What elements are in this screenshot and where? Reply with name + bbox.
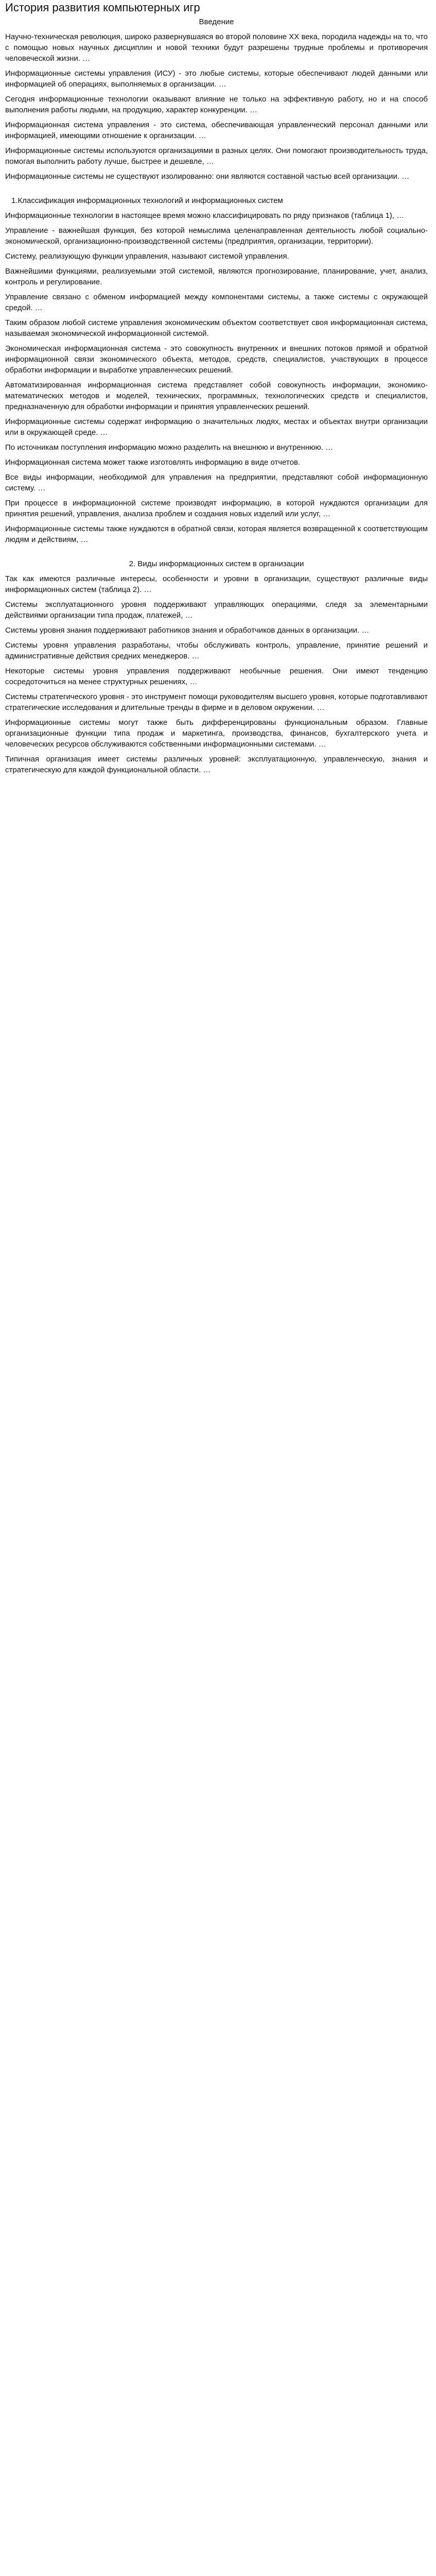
section-paragraph: Информационные технологии в настоящее время можно классифицировать по ряду признаков (таблица 1), … [5,211,405,220]
section-paragraph: Некоторые системы уровня управления поддерживают необычные решения. Они имеют тенденцию сосредоточиться на менее структурных решениях, … [5,667,428,686]
section-paragraph: Систему, реализующую функции управления, называют системой управления. [5,252,289,261]
section-paragraph: Важнейшими функциями, реализуемыми этой системой, являются прогнозирование, планирование, учет, анализ, контроль и регулирование. [5,267,428,286]
intro-paragraph: Информационные системы не существуют изолированно: они являются составной частью всей организации. … [5,172,410,181]
section-paragraph: Системы эксплуатационного уровня поддерживают управляющих операциями, следя за элементарными действиями организации типа продаж, платежей, … [5,600,428,620]
section-paragraph: Информационные системы содержат информацию о значительных людях, местах и объектах внутри организации или в окружающей среде. … [5,417,428,437]
section-paragraph: Системы стратегического уровня - это инструмент помощи руководителям высшего уровня, которые подготавливают стратегические исследования и длительные тренды в фирме и в деловом окружении. … [5,692,428,712]
section-paragraph: По источникам поступления информацию можно разделить на внешнюю и внутреннюю. … [5,443,334,452]
section-paragraph: Информационные системы также нуждаются в обратной связи, которая является возвращенной к соответствующим людям и действиям, … [5,524,428,544]
intro-paragraph: Информационные системы управления (ИСУ) - это любые системы, которые обеспечивают людей данными или информацией об операциях, выполняемых в организации. … [5,69,428,89]
intro-paragraph: Информационные системы используются организациями в разных целях. Они помогают производительность труда, помогая выполнить работу лучше, быстрее и дешевле, … [5,146,428,166]
section-paragraph: Так как имеются различные интересы, особенности и уровни в организации, существуют различные виды информационных систем (таблица 2). … [5,574,428,594]
section-paragraph: Все виды информации, необходимой для управления на предприятии, представляют собой информационную систему. … [5,473,428,493]
section-heading: 2. Виды информационных систем в организации [129,560,304,568]
section-classification [5,195,428,545]
section-paragraph: Информационная система может также изготовлять информацию в виде отчетов. [5,458,301,467]
document-subtitle: Введение [199,18,234,26]
intro-paragraph: Информационная система управления - это система, обеспечивающая управленческий персонал данными или информацией, имеющими отношение к организации. … [5,121,428,140]
section-paragraph: Системы уровня знания поддерживают работников знания и обработчиков данных в организации. … [5,626,370,635]
section-paragraph: Системы уровня управления разработаны, чтобы обслуживать контроль, управление, принятие решений и административные действия средних менеджеров. … [5,641,428,660]
section-system-types [5,558,428,775]
document-title: История развития компьютерных игр [5,1,200,14]
section-paragraph: Автоматизированная информационная система представляет собой совокупность информации, экономико-математических методов и моделей, технических, программных, технологических средств и специалистов, предназначенную для обработки информации и принятия управленческих решений. [5,381,428,411]
section-paragraph: При процессе в информационной системе производят информацию, в которой нуждаются организации для принятия решений, управления, анализа проблем и создания новых изделий или услуг, … [5,499,428,518]
section-paragraph: Информационные системы могут также быть дифференцированы функциональным образом. Главные организационные функции типа продаж и маркетинга, производства, финансов, бухгалтерского учета и человеческих ресурсов обслуживаются собственными информационными системами. … [5,718,428,749]
section-heading: 1.Классификация информационных технологий и информационных систем [11,196,283,205]
section-paragraph: Управление связано с обменом информацией между компонентами системы, а также системы с окружающей средой. … [5,293,428,312]
section-paragraph: Типичная организация имеет системы различных уровней: эксплуатационную, управленческую, знания и стратегическую для каждой функциональной области. … [5,755,428,774]
intro-paragraph: Сегодня информационные технологии оказывают влияние не только на эффективную работу, но и на способ выполнения работы людьми, на продукцию, характер конкуренции. … [5,95,428,114]
intro-section [5,31,428,182]
intro-paragraph: Научно-техническая революция, широко развернувшаяся во второй половине ХХ века, породила надежды на то, что с помощью новых научных дисциплин и новой техники будут разрешены трудные проблемы и противоречия человеческой жизни. … [5,32,428,63]
section-paragraph: Экономическая информационная система - это совокупность внутренних и внешних потоков прямой и обратной информационной связи экономического объекта, методов, средств, специалистов, участвующих в процессе обработки информации и выработке управленческих решений. [5,344,428,375]
section-paragraph: Управление - важнейшая функция, без которой немыслима целенаправленная деятельность любой социально-экономической, организационно-производственной системы (предприятия, организации, территории). [5,226,428,246]
section-paragraph: Таким образом любой системе управления экономическим объектом соответствует своя информационная система, называемая экономической информационной системой. [5,318,428,338]
